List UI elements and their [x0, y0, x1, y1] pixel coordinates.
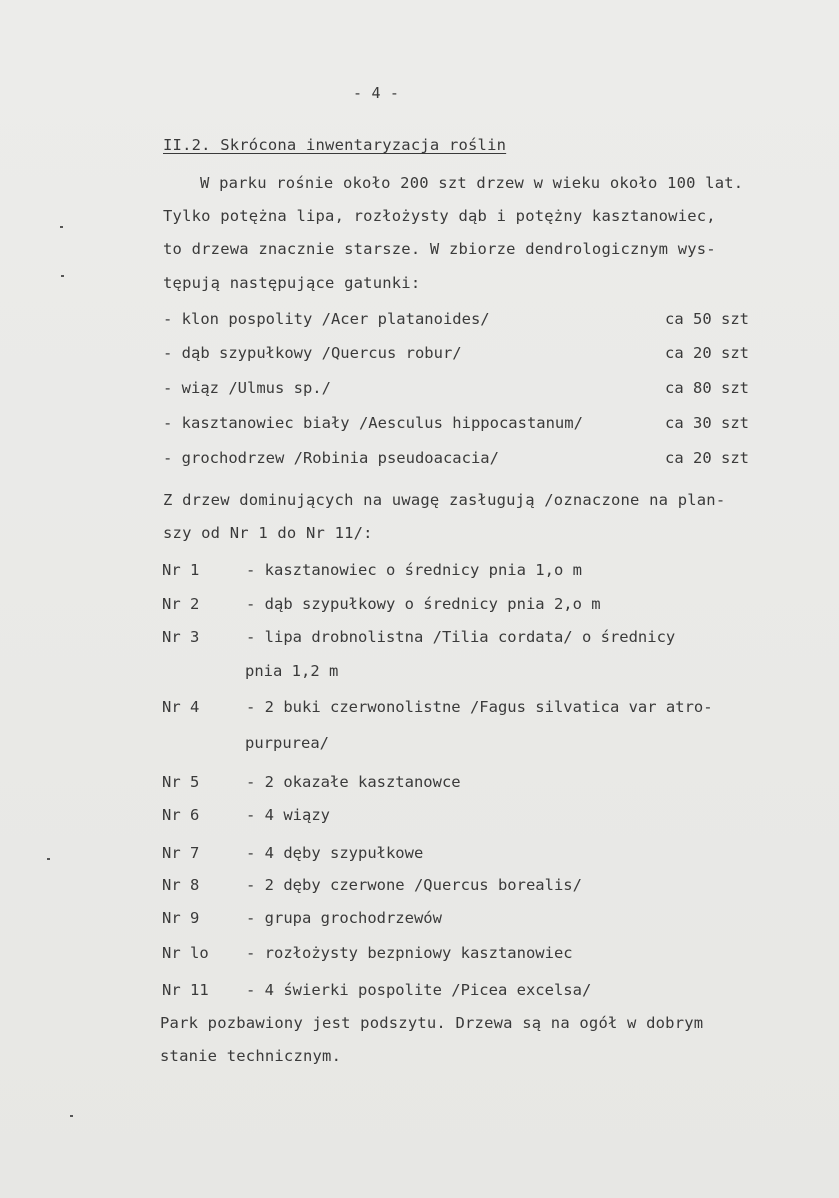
tree-description: - lipa drobnolistna /Tilia cordata/ o średnicy: [246, 628, 676, 646]
tree-description: - 4 świerki pospolite /Picea excelsa/: [246, 981, 592, 999]
intro-line-2: Tylko potężna lipa, rozłożysty dąb i potężny kasztanowiec,: [163, 207, 716, 225]
tree-number: Nr 8: [162, 876, 200, 894]
tree-description: - 4 wiązy: [246, 806, 330, 824]
tree-entry: [162, 595, 601, 613]
tree-number: Nr 2: [162, 595, 200, 613]
tree-description-continued: purpurea/: [245, 734, 329, 752]
tree-description: - grupa grochodrzewów: [246, 909, 442, 927]
scan-speck: [70, 1115, 73, 1117]
species-item: [163, 379, 763, 397]
species-qty: ca 50 szt: [665, 310, 749, 328]
tree-entry: [162, 698, 713, 716]
page-number: - 4 -: [353, 84, 400, 102]
tree-description: - kasztanowiec o średnicy pnia 1,o m: [246, 561, 582, 579]
tree-entry: [162, 773, 461, 791]
scan-speck: [61, 275, 64, 277]
tree-description-continued: pnia 1,2 m: [245, 662, 339, 680]
tree-description: - 2 okazałe kasztanowce: [246, 773, 461, 791]
closing-line-1: Park pozbawiony jest podszytu. Drzewa są na ogół w dobrym: [160, 1014, 704, 1032]
tree-entry: [162, 876, 582, 894]
tree-number: Nr 1: [162, 561, 200, 579]
tree-entry: [162, 844, 423, 862]
tree-number: Nr lo: [162, 944, 209, 962]
tree-entry: [162, 981, 591, 999]
species-name: - klon pospolity /Acer platanoides/: [163, 310, 490, 328]
closing-line-2: stanie technicznym.: [160, 1047, 342, 1065]
tree-description: - 4 dęby szypułkowe: [246, 844, 424, 862]
tree-number: Nr 4: [162, 698, 200, 716]
species-name: - wiąz /Ulmus sp./: [163, 379, 331, 397]
species-qty: ca 30 szt: [665, 414, 749, 432]
tree-number: Nr 6: [162, 806, 200, 824]
tree-number: Nr 9: [162, 909, 200, 927]
species-item: [163, 344, 763, 362]
species-qty: ca 20 szt: [665, 449, 749, 467]
intro-line-3: to drzewa znacznie starsze. W zbiorze dendrologicznym wys-: [163, 240, 716, 258]
intro-line-4: tępują następujące gatunki:: [163, 274, 421, 292]
species-item: [163, 310, 763, 328]
scan-speck: [47, 858, 50, 860]
species-name: - grochodrzew /Robinia pseudoacacia/: [163, 449, 499, 467]
scan-speck: [60, 226, 63, 228]
tree-number: Nr 7: [162, 844, 200, 862]
tree-number: Nr 11: [162, 981, 209, 999]
tree-entry: [162, 909, 442, 927]
tree-description: - dąb szypułkowy o średnicy pnia 2,o m: [246, 595, 601, 613]
tree-description: - 2 buki czerwonolistne /Fagus silvatica var atro-: [246, 698, 713, 716]
section-heading: II.2. Skrócona inwentaryzacja roślin: [163, 136, 507, 154]
species-item: [163, 449, 763, 467]
dominant-intro-line-2: szy od Nr 1 do Nr 11/:: [163, 524, 373, 542]
species-name: - dąb szypułkowy /Quercus robur/: [163, 344, 462, 362]
tree-entry: [162, 806, 330, 824]
species-qty: ca 80 szt: [665, 379, 749, 397]
tree-number: Nr 3: [162, 628, 200, 646]
tree-description: - 2 dęby czerwone /Quercus borealis/: [246, 876, 582, 894]
tree-entry: [162, 628, 675, 646]
species-qty: ca 20 szt: [665, 344, 749, 362]
species-item: [163, 414, 763, 432]
tree-number: Nr 5: [162, 773, 200, 791]
species-name: - kasztanowiec biały /Aesculus hippocastanum/: [163, 414, 583, 432]
intro-line-1: W parku rośnie około 200 szt drzew w wieku około 100 lat.: [200, 174, 744, 192]
tree-entry: [162, 944, 573, 962]
tree-entry: [162, 561, 582, 579]
tree-description: - rozłożysty bezpniowy kasztanowiec: [246, 944, 573, 962]
dominant-intro-line-1: Z drzew dominujących na uwagę zasługują /oznaczone na plan-: [163, 491, 726, 509]
